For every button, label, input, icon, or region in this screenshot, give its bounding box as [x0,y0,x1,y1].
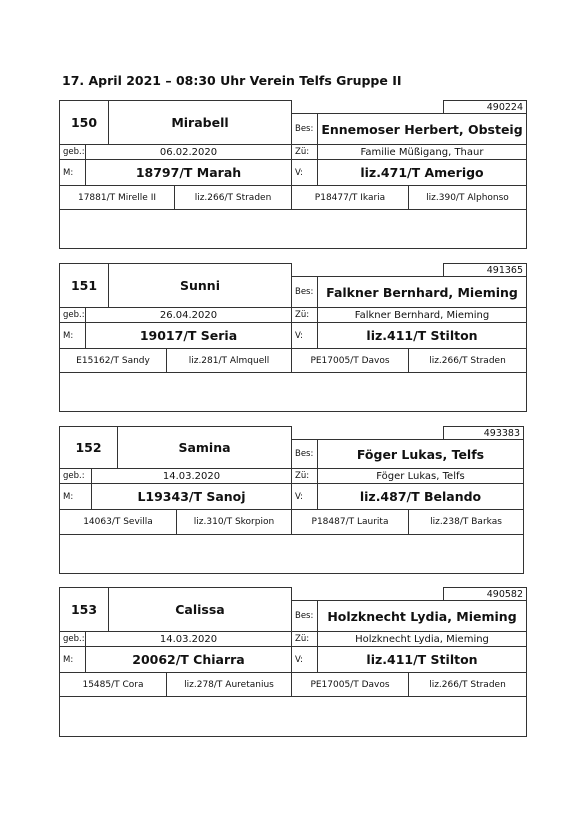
father-label: V: [291,646,318,673]
grandmother-maternal: 15485/T Cora [59,672,167,697]
owner-label: Bes: [291,276,318,308]
page-title: 17. April 2021 – 08:30 Uhr Verein Telfs Gruppe II [62,73,402,88]
father-label: V: [291,483,318,510]
father-value: liz.471/T Amerigo [317,159,527,186]
owner-value: Föger Lukas, Telfs [317,439,524,469]
birthdate-value: 06.02.2020 [85,144,292,160]
breeder-label: Zü: [291,631,318,647]
owner-value: Holzknecht Lydia, Mieming [317,600,527,632]
breeder-label: Zü: [291,307,318,323]
entry-number: 150 [59,100,109,145]
father-value: liz.487/T Belando [317,483,524,510]
grandfather-maternal: liz.278/T Auretanius [166,672,292,697]
owner-label: Bes: [291,113,318,145]
entry-name: Calissa [108,587,292,632]
notes-box [59,534,524,574]
entry-number: 152 [59,426,118,469]
grandmother-maternal: 14063/T Sevilla [59,509,177,535]
grandfather-paternal: liz.238/T Barkas [408,509,524,535]
entry-id: 490582 [443,587,527,601]
father-label: V: [291,159,318,186]
owner-value: Ennemoser Herbert, Obsteig [317,113,527,145]
birth-label: geb.: [59,307,86,323]
owner-value: Falkner Bernhard, Mieming [317,276,527,308]
grandfather-paternal: liz.266/T Straden [408,348,527,373]
grandfather-maternal: liz.266/T Straden [174,185,292,210]
birthdate-value: 26.04.2020 [85,307,292,323]
notes-box [59,372,527,412]
mother-label: M: [59,159,86,186]
grandmother-maternal: E15162/T Sandy [59,348,167,373]
birth-label: geb.: [59,631,86,647]
breeder-value: Falkner Bernhard, Mieming [317,307,527,323]
entry-name: Mirabell [108,100,292,145]
owner-label: Bes: [291,439,318,469]
notes-box [59,209,527,249]
mother-value: 18797/T Marah [85,159,292,186]
mother-label: M: [59,483,92,510]
entry-name: Samina [117,426,292,469]
entry-number: 151 [59,263,109,308]
mother-value: 20062/T Chiarra [85,646,292,673]
birth-label: geb.: [59,468,92,484]
father-value: liz.411/T Stilton [317,646,527,673]
grandmother-paternal: P18477/T Ikaria [291,185,409,210]
breeder-value: Holzknecht Lydia, Mieming [317,631,527,647]
grandmother-paternal: P18487/T Laurita [291,509,409,535]
breeder-label: Zü: [291,468,318,484]
breeder-label: Zü: [291,144,318,160]
entry-id: 493383 [443,426,524,440]
entry-id: 491365 [443,263,527,277]
birth-label: geb.: [59,144,86,160]
birthdate-value: 14.03.2020 [91,468,292,484]
grandmother-maternal: 17881/T Mirelle II [59,185,175,210]
father-label: V: [291,322,318,349]
grandfather-maternal: liz.310/T Skorpion [176,509,292,535]
father-value: liz.411/T Stilton [317,322,527,349]
breeder-value: Föger Lukas, Telfs [317,468,524,484]
entry-name: Sunni [108,263,292,308]
mother-label: M: [59,646,86,673]
grandfather-maternal: liz.281/T Almquell [166,348,292,373]
mother-value: 19017/T Seria [85,322,292,349]
breeder-value: Familie Müßigang, Thaur [317,144,527,160]
grandmother-paternal: PE17005/T Davos [291,672,409,697]
birthdate-value: 14.03.2020 [85,631,292,647]
grandfather-paternal: liz.266/T Straden [408,672,527,697]
mother-value: L19343/T Sanoj [91,483,292,510]
owner-label: Bes: [291,600,318,632]
grandmother-paternal: PE17005/T Davos [291,348,409,373]
notes-box [59,696,527,737]
entry-id: 490224 [443,100,527,114]
entry-number: 153 [59,587,109,632]
mother-label: M: [59,322,86,349]
grandfather-paternal: liz.390/T Alphonso [408,185,527,210]
